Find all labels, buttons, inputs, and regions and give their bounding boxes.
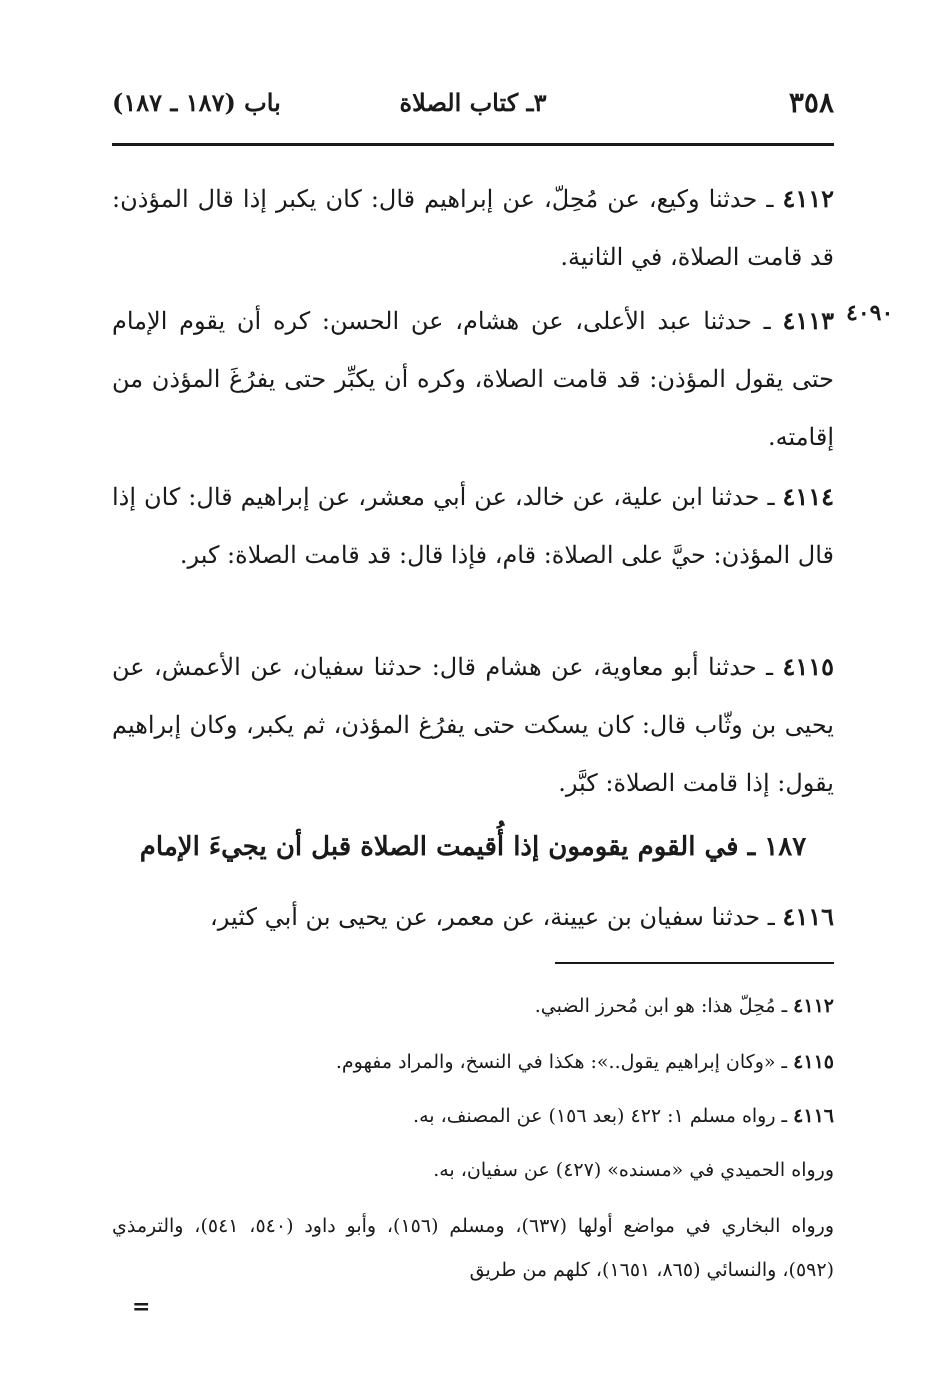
hadith-4114 xyxy=(112,468,834,584)
page-number: ٣٥٨ xyxy=(788,86,834,119)
footnote-text: ورواه البخاري في مواضع أولها (٦٣٧)، ومسلم (١٥٦)، وأبو داود (٥٤٠، ٥٤١)، والترمذي (٥٩٢)، والنسائي (٨٦٥، ١٦٥١)، كلهم من طريق xyxy=(112,1215,834,1281)
footnote xyxy=(112,1094,834,1138)
hadith-number: ٤١١٢ xyxy=(782,184,834,213)
continuation-mark: = xyxy=(132,1294,151,1320)
hadith-4112 xyxy=(112,170,834,286)
hadith-text: ـ حدثنا ابن علية، عن خالد، عن أبي معشر، عن إبراهيم قال: كان إذا قال المؤذن: حيَّ على الصلاة: قام، فإذا قال: قد قامت الصلاة: كبر. xyxy=(112,483,834,569)
footnote-text: ورواه الحميدي في «مسنده» (٤٢٧) عن سفيان، به. xyxy=(433,1159,834,1181)
footnote-number: ٤١١٢ xyxy=(793,995,834,1017)
footnote xyxy=(112,1204,834,1292)
page-header xyxy=(112,86,834,126)
hadith-number: ٤١١٥ xyxy=(782,652,834,681)
footnote-number: ٤١١٦ xyxy=(793,1105,834,1127)
hadith-text: ـ حدثنا سفيان بن عيينة، عن معمر، عن يحيى بن أبي كثير، xyxy=(210,903,783,931)
footnote-number: ٤١١٥ xyxy=(793,1051,834,1073)
footnote-rule xyxy=(555,962,834,964)
hadith-4116 xyxy=(112,888,834,946)
hadith-number: ٤١١٦ xyxy=(782,902,834,931)
margin-reference-number: ٤٠٩٠ xyxy=(846,300,894,326)
hadith-4113 xyxy=(112,292,834,466)
footnote xyxy=(112,984,834,1028)
chapter-range: باب (١٨٧ ـ ١٨٧) xyxy=(112,88,281,117)
header-rule xyxy=(112,143,834,146)
book-title: ٣ـ كتاب الصلاة xyxy=(399,88,547,117)
footnote-text: ـ رواه مسلم ١: ٤٢٢ (بعد ١٥٦) عن المصنف، به. xyxy=(413,1105,794,1127)
hadith-text: ـ حدثنا عبد الأعلى، عن هشام، عن الحسن: كره أن يقوم الإمام حتى يقول المؤذن: قد قامت الصلاة، وكره أن يكبِّر حتى يفرُغَ المؤذن من إقامته. xyxy=(112,307,834,451)
hadith-text: ـ حدثنا وكيع، عن مُحِلّ، عن إبراهيم قال: كان يكبر إذا قال المؤذن: قد قامت الصلاة، في الثانية. xyxy=(112,185,834,271)
hadith-4115 xyxy=(112,638,834,812)
chapter-heading: ١٨٧ ـ في القوم يقومون إذا أُقيمت الصلاة قبل أن يجيءَ الإمام xyxy=(139,832,807,862)
footnote xyxy=(112,1148,834,1192)
footnote-text: ـ «وكان إبراهيم يقول..»: هكذا في النسخ، والمراد مفهوم. xyxy=(335,1051,794,1073)
hadith-number: ٤١١٣ xyxy=(782,306,834,335)
footnote-text: ـ مُحِلّ هذا: هو ابن مُحرز الضبي. xyxy=(534,995,794,1017)
footnote xyxy=(112,1040,834,1084)
hadith-number: ٤١١٤ xyxy=(782,482,834,511)
hadith-text: ـ حدثنا أبو معاوية، عن هشام قال: حدثنا سفيان، عن الأعمش، عن يحيى بن وثّاب قال: كان يسكت حتى يفرُغ المؤذن، ثم يكبر، وكان إبراهيم يقول: إذا قامت الصلاة: كبَّر. xyxy=(112,653,834,797)
